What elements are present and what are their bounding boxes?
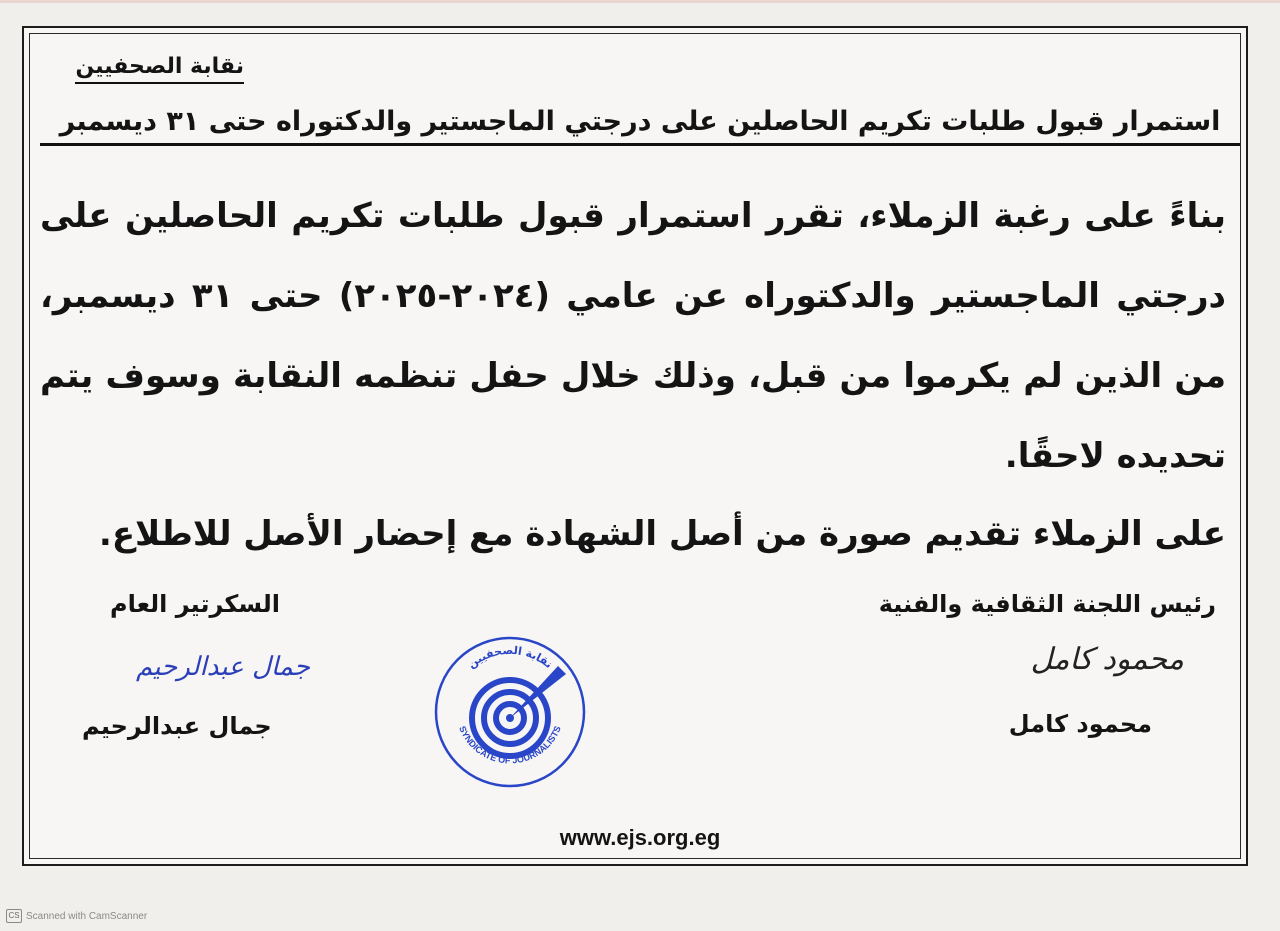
- scanner-watermark: [6, 909, 147, 923]
- scanner-watermark-text: Scanned with CamScanner: [26, 910, 148, 922]
- signatory-name-left: جمال عبدالرحيم: [82, 712, 272, 740]
- body-paragraph-1: بناءً على رغبة الزملاء، تقرر استمرار قبول طلبات تكريم الحاصلين على درجتي الماجستير والدكتوراه عن عامي (٢٠٢٤-٢٠٢٥) حتى ٣١ ديسمبر، من الذين لم يكرموا من قبل، وذلك خلال حفل تنظمه النقابة وسوف يتم تحديده لاحقًا.: [40, 196, 1226, 476]
- signature-title-right: رئيس اللجنة الثقافية والفنية: [878, 590, 1216, 618]
- seal-english-text: SYNDICATE OF JOURNALISTS: [457, 724, 563, 766]
- syndicate-seal-icon: [430, 632, 590, 792]
- signature-title-left: السكرتير العام: [110, 590, 281, 618]
- handwritten-signature-left: جمال عبدالرحيم: [136, 652, 310, 682]
- body-paragraph-2: على الزملاء تقديم صورة من أصل الشهادة مع إحضار الأصل للاطلاع.: [98, 514, 1226, 554]
- camscanner-icon: CS: [6, 909, 22, 923]
- headline: استمرار قبول طلبات تكريم الحاصلين على درجتي الماجستير والدكتوراه حتى ٣١ ديسمبر: [40, 106, 1240, 146]
- organization-name: نقابة الصحفيين: [75, 54, 244, 84]
- signatory-name-right: محمود كامل: [1008, 710, 1152, 738]
- handwritten-signature-right: محمود كامل: [1030, 642, 1184, 677]
- seal-arabic-text: نقابة الصحفيين: [465, 643, 556, 671]
- website-url[interactable]: www.ejs.org.eg: [559, 825, 721, 850]
- top-edge-line: [0, 0, 1280, 3]
- svg-text:نقابة الصحفيين: [465, 644, 555, 671]
